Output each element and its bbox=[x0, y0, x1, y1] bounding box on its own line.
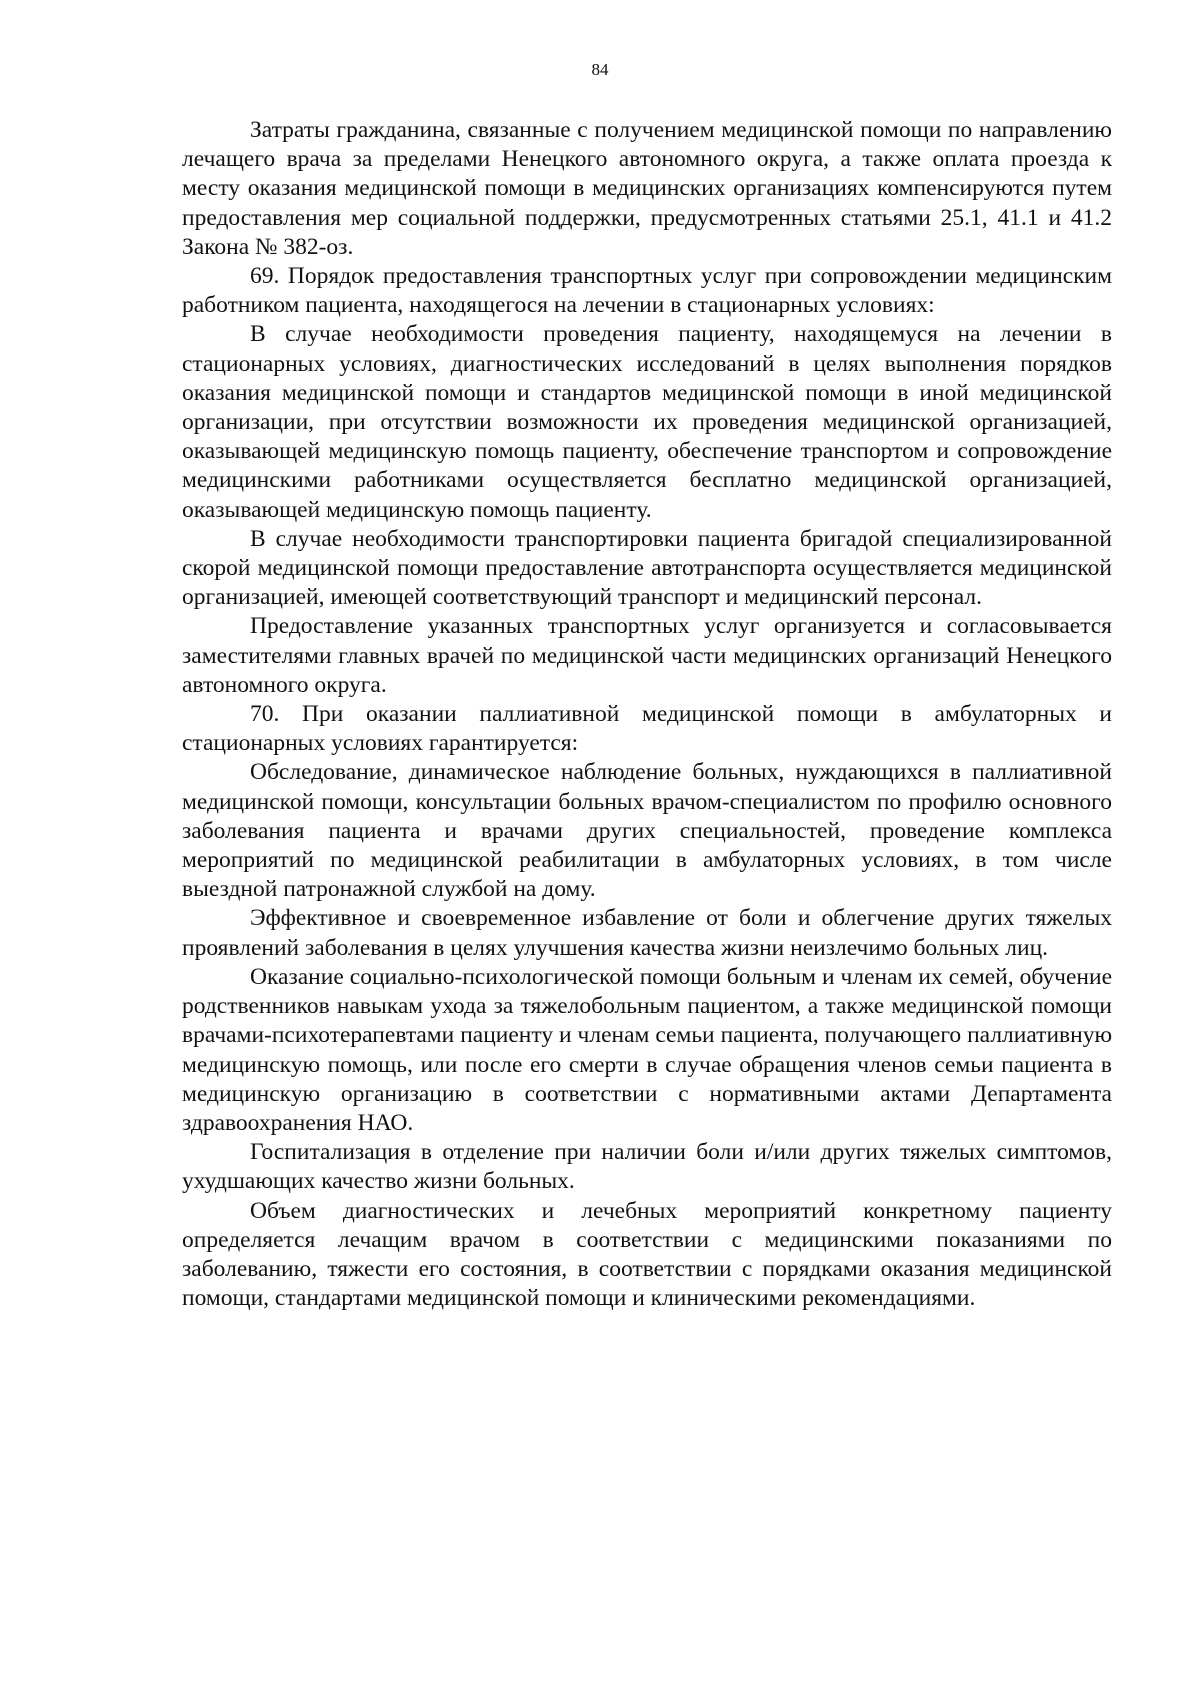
paragraph-hospitalization: Госпитализация в отделение при наличии боли и/или других тяжелых симптомов, ухудшающих качество жизни больных. bbox=[182, 1139, 1112, 1195]
paragraph-transport-approval: Предоставление указанных транспортных услуг организуется и согласовывается заместителями главных врачей по медицинской части медицинских организаций Ненецкого автономного округа. bbox=[182, 613, 1112, 698]
page-number: 84 bbox=[591, 60, 609, 79]
paragraph-70-palliative-care: 70. При оказании паллиативной медицинской помощи в амбулаторных и стационарных условиях гарантируется: bbox=[182, 701, 1112, 757]
paragraph-treatment-scope: Объем диагностических и лечебных мероприятий конкретному пациенту определяется лечащим врачом в соответствии с медицинскими показаниями по заболеванию, тяжести его состояния, в соответствии с порядками оказания медицинской помощи, стандартами медицинской помощи и клиническими рекомендациями. bbox=[182, 1197, 1112, 1312]
paragraph-69-transport-order: 69. Порядок предоставления транспортных услуг при сопровождении медицинским работником пациента, находящегося на лечении в стационарных условиях: bbox=[182, 263, 1112, 319]
document-body bbox=[182, 116, 1112, 1313]
paragraph-pain-relief: Эффективное и своевременное избавление от боли и облегчение других тяжелых проявлений заболевания в целях улучшения качества жизни неизлечимо больных лиц. bbox=[182, 905, 1112, 961]
paragraph-psychological-help: Оказание социально-психологической помощи больным и членам их семей, обучение родственников навыкам ухода за тяжелобольным пациентом, а также медицинской помощи врачами-психотерапевтами пациенту и членам семьи пациента, получающего паллиативную медицинскую помощь, или после его смерти в случае обращения членов семьи пациента в медицинскую организацию в соответствии с нормативными актами Департамента здравоохранения НАО. bbox=[182, 963, 1112, 1136]
paragraph-ambulance-transport: В случае необходимости транспортировки пациента бригадой специализированной скорой медицинской помощи предоставление автотранспорта осуществляется медицинской организацией, имеющей соответствующий транспорт и медицинский персонал. bbox=[182, 525, 1112, 611]
paragraph-travel-costs: Затраты гражданина, связанные с получением медицинской помощи по направлению лечащего врача за пределами Ненецкого автономного округа, а также оплата проезда к месту оказания медицинской помощи в медицинских организациях компенсируются путем предоставления мер социальной поддержки, предусмотренных статьями 25.1, 41.1 и 41.2 Закона № 382-оз. bbox=[182, 117, 1112, 260]
paragraph-diagnostic-transport: В случае необходимости проведения пациенту, находящемуся на лечении в стационарных условиях, диагностических исследований в целях выполнения порядков оказания медицинской помощи и стандартов медицинской помощи в иной медицинской организации, при отсутствии возможности их проведения медицинской организацией, оказывающей медицинскую помощь пациенту, обеспечение транспортом и сопровождение медицинскими работниками осуществляется бесплатно медицинской организацией, оказывающей медицинскую помощь пациенту. bbox=[182, 321, 1112, 523]
paragraph-examination: Обследование, динамическое наблюдение больных, нуждающихся в паллиативной медицинской помощи, консультации больных врачом-специалистом по профилю основного заболевания пациента и врачами других специальностей, проведение комплекса мероприятий по медицинской реабилитации в амбулаторных условиях, в том числе выездной патронажной службой на дому. bbox=[182, 759, 1112, 903]
